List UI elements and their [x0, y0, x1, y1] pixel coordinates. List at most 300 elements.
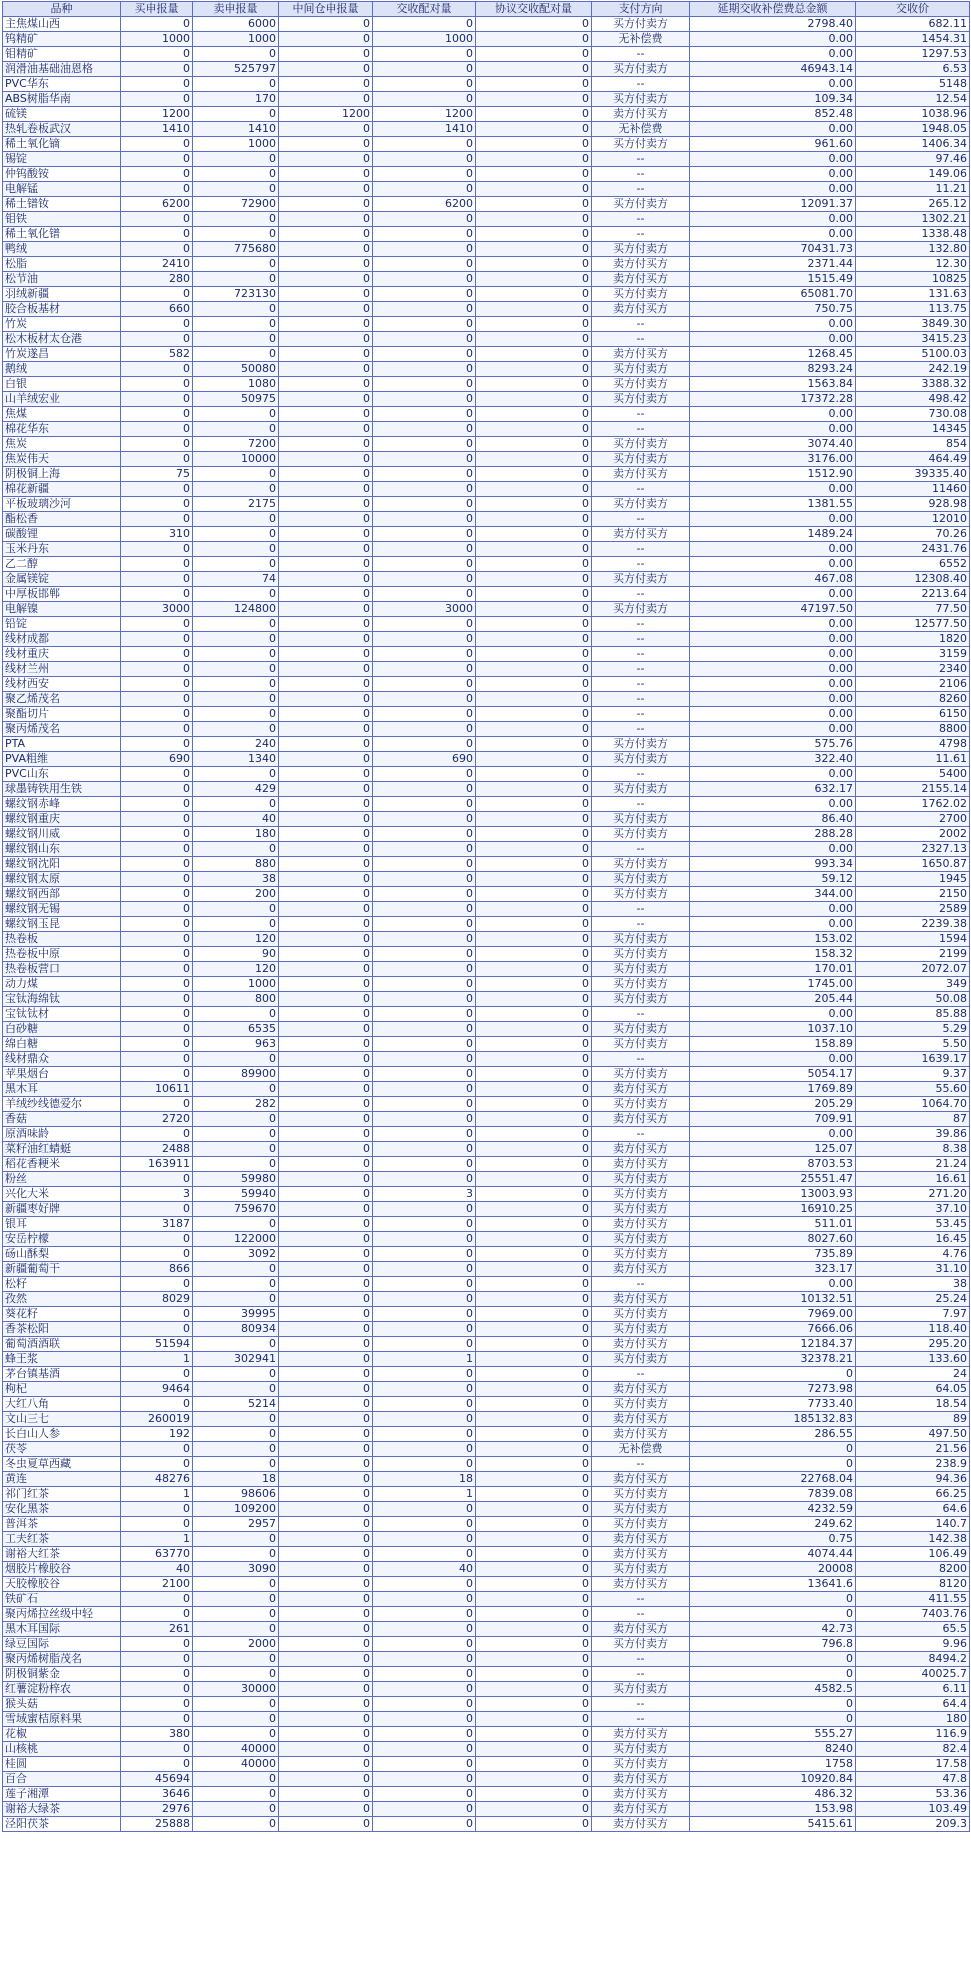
cell-intermediate-declared: 0 — [279, 527, 373, 542]
cell-intermediate-declared: 0 — [279, 152, 373, 167]
cell-buy-declared: 0 — [121, 1022, 193, 1037]
cell-agreement-matched: 0 — [476, 797, 592, 812]
cell-buy-declared: 0 — [121, 62, 193, 77]
cell-buy-declared: 0 — [121, 902, 193, 917]
table-row — [3, 947, 970, 962]
cell-deferred-fee-total: 852.48 — [690, 107, 856, 122]
cell-deferred-fee-total: 7969.00 — [690, 1307, 856, 1322]
table-row — [3, 602, 970, 617]
cell-intermediate-declared: 0 — [279, 902, 373, 917]
cell-sell-declared: 38 — [193, 872, 279, 887]
cell-variety: PVA粗维 — [3, 752, 121, 767]
cell-matched: 0 — [373, 842, 476, 857]
cell-intermediate-declared: 0 — [279, 1187, 373, 1202]
cell-delivery-price: 16.45 — [856, 1232, 970, 1247]
cell-matched: 0 — [373, 917, 476, 932]
cell-agreement-matched: 0 — [476, 707, 592, 722]
cell-delivery-price: 2150 — [856, 887, 970, 902]
cell-variety: 香菇 — [3, 1112, 121, 1127]
cell-sell-declared: 0 — [193, 1007, 279, 1022]
cell-variety: 祁门红茶 — [3, 1487, 121, 1502]
cell-agreement-matched: 0 — [476, 1037, 592, 1052]
cell-buy-declared: 0 — [121, 47, 193, 62]
cell-intermediate-declared: 0 — [279, 632, 373, 647]
cell-intermediate-declared: 0 — [279, 92, 373, 107]
cell-intermediate-declared: 0 — [279, 1682, 373, 1697]
cell-agreement-matched: 0 — [476, 257, 592, 272]
cell-payment-direction: -- — [592, 212, 690, 227]
cell-delivery-price: 2199 — [856, 947, 970, 962]
cell-deferred-fee-total: 170.01 — [690, 962, 856, 977]
cell-delivery-price: 5.50 — [856, 1037, 970, 1052]
table-row — [3, 587, 970, 602]
cell-variety: 电解锰 — [3, 182, 121, 197]
cell-agreement-matched: 0 — [476, 317, 592, 332]
cell-agreement-matched: 0 — [476, 962, 592, 977]
cell-sell-declared: 180 — [193, 827, 279, 842]
cell-variety: 鹅绒 — [3, 362, 121, 377]
cell-agreement-matched: 0 — [476, 1187, 592, 1202]
cell-matched: 0 — [373, 662, 476, 677]
cell-variety: 乙二醇 — [3, 557, 121, 572]
cell-agreement-matched: 0 — [476, 227, 592, 242]
cell-sell-declared: 963 — [193, 1037, 279, 1052]
cell-variety: 莲子湘潭 — [3, 1787, 121, 1802]
cell-sell-declared: 282 — [193, 1097, 279, 1112]
cell-payment-direction: 买方付卖方 — [592, 1097, 690, 1112]
cell-intermediate-declared: 0 — [279, 782, 373, 797]
cell-agreement-matched: 0 — [476, 242, 592, 257]
cell-agreement-matched: 0 — [476, 467, 592, 482]
cell-agreement-matched: 0 — [476, 1082, 592, 1097]
cell-sell-declared: 0 — [193, 77, 279, 92]
cell-agreement-matched: 0 — [476, 1202, 592, 1217]
table-row — [3, 1247, 970, 1262]
cell-deferred-fee-total: 125.07 — [690, 1142, 856, 1157]
cell-deferred-fee-total: 153.02 — [690, 932, 856, 947]
cell-agreement-matched: 0 — [476, 1397, 592, 1412]
table-row — [3, 482, 970, 497]
cell-variety: 黑木耳 — [3, 1082, 121, 1097]
table-row — [3, 902, 970, 917]
cell-payment-direction: 卖方付买方 — [592, 1727, 690, 1742]
table-row — [3, 917, 970, 932]
cell-delivery-price: 8.38 — [856, 1142, 970, 1157]
cell-variety: 葵花籽 — [3, 1307, 121, 1322]
cell-intermediate-declared: 0 — [279, 512, 373, 527]
cell-payment-direction: -- — [592, 1007, 690, 1022]
cell-sell-declared: 0 — [193, 1592, 279, 1607]
cell-agreement-matched: 0 — [476, 1067, 592, 1082]
cell-delivery-price: 730.08 — [856, 407, 970, 422]
cell-agreement-matched: 0 — [476, 992, 592, 1007]
cell-variety: 白砂糖 — [3, 1022, 121, 1037]
cell-payment-direction: 买方付卖方 — [592, 812, 690, 827]
table-row — [3, 377, 970, 392]
cell-matched: 0 — [373, 512, 476, 527]
cell-buy-declared: 0 — [121, 437, 193, 452]
cell-deferred-fee-total: 288.28 — [690, 827, 856, 842]
cell-payment-direction: 买方付卖方 — [592, 17, 690, 32]
cell-matched: 0 — [373, 1637, 476, 1652]
cell-payment-direction: 买方付卖方 — [592, 737, 690, 752]
cell-sell-declared: 0 — [193, 542, 279, 557]
cell-buy-declared: 0 — [121, 152, 193, 167]
cell-sell-declared: 880 — [193, 857, 279, 872]
cell-intermediate-declared: 0 — [279, 47, 373, 62]
cell-sell-declared: 59980 — [193, 1172, 279, 1187]
cell-matched: 0 — [373, 812, 476, 827]
cell-delivery-price: 411.55 — [856, 1592, 970, 1607]
cell-payment-direction: 买方付卖方 — [592, 92, 690, 107]
cell-sell-declared: 0 — [193, 617, 279, 632]
cell-variety: 螺纹钢赤峰 — [3, 797, 121, 812]
cell-buy-declared: 0 — [121, 632, 193, 647]
table-row — [3, 1232, 970, 1247]
cell-delivery-price: 1297.53 — [856, 47, 970, 62]
cell-deferred-fee-total: 5415.61 — [690, 1817, 856, 1832]
cell-matched: 0 — [373, 797, 476, 812]
cell-sell-declared: 5214 — [193, 1397, 279, 1412]
cell-variety: 螺纹钢无锡 — [3, 902, 121, 917]
cell-matched: 40 — [373, 1562, 476, 1577]
cell-delivery-price: 6.11 — [856, 1682, 970, 1697]
cell-delivery-price: 25.24 — [856, 1292, 970, 1307]
cell-payment-direction: -- — [592, 407, 690, 422]
cell-buy-declared: 0 — [121, 947, 193, 962]
cell-variety: 稀土氧化镝 — [3, 137, 121, 152]
cell-buy-declared: 0 — [121, 557, 193, 572]
cell-matched: 0 — [373, 767, 476, 782]
cell-variety: 烟胶片橡胶谷 — [3, 1562, 121, 1577]
cell-payment-direction: 买方付卖方 — [592, 752, 690, 767]
cell-delivery-price: 3415.23 — [856, 332, 970, 347]
table-row — [3, 1037, 970, 1052]
cell-delivery-price: 238.9 — [856, 1457, 970, 1472]
cell-sell-declared: 0 — [193, 767, 279, 782]
cell-payment-direction: -- — [592, 632, 690, 647]
cell-buy-declared: 1000 — [121, 32, 193, 47]
table-row — [3, 617, 970, 632]
cell-payment-direction: 卖方付买方 — [592, 1472, 690, 1487]
cell-delivery-price: 82.4 — [856, 1742, 970, 1757]
cell-delivery-price: 1338.48 — [856, 227, 970, 242]
cell-delivery-price: 12577.50 — [856, 617, 970, 632]
cell-buy-declared: 163911 — [121, 1157, 193, 1172]
cell-payment-direction: 买方付卖方 — [592, 962, 690, 977]
cell-intermediate-declared: 0 — [279, 197, 373, 212]
cell-matched: 18 — [373, 1472, 476, 1487]
cell-deferred-fee-total: 0.00 — [690, 707, 856, 722]
cell-payment-direction: 买方付卖方 — [592, 1682, 690, 1697]
cell-matched: 0 — [373, 1532, 476, 1547]
cell-payment-direction: -- — [592, 692, 690, 707]
cell-sell-declared: 0 — [193, 212, 279, 227]
cell-agreement-matched: 0 — [476, 1577, 592, 1592]
table-row — [3, 1562, 970, 1577]
cell-variety: 酯松香 — [3, 512, 121, 527]
cell-payment-direction: 卖方付买方 — [592, 302, 690, 317]
cell-buy-declared: 3187 — [121, 1217, 193, 1232]
cell-intermediate-declared: 0 — [279, 602, 373, 617]
cell-agreement-matched: 0 — [476, 1307, 592, 1322]
table-row — [3, 62, 970, 77]
cell-intermediate-declared: 0 — [279, 1562, 373, 1577]
cell-delivery-price: 6.53 — [856, 62, 970, 77]
table-row — [3, 1682, 970, 1697]
cell-sell-declared: 0 — [193, 1427, 279, 1442]
cell-variety: 聚酯切片 — [3, 707, 121, 722]
cell-buy-declared: 866 — [121, 1262, 193, 1277]
cell-payment-direction: -- — [592, 227, 690, 242]
cell-delivery-price: 11460 — [856, 482, 970, 497]
cell-deferred-fee-total: 7666.06 — [690, 1322, 856, 1337]
cell-intermediate-declared: 0 — [279, 1637, 373, 1652]
cell-sell-declared: 0 — [193, 707, 279, 722]
cell-intermediate-declared: 0 — [279, 392, 373, 407]
cell-delivery-price: 1302.21 — [856, 212, 970, 227]
cell-sell-declared: 0 — [193, 1772, 279, 1787]
table-row — [3, 692, 970, 707]
cell-payment-direction: 买方付卖方 — [592, 1067, 690, 1082]
cell-buy-declared: 0 — [121, 422, 193, 437]
cell-sell-declared: 120 — [193, 932, 279, 947]
cell-payment-direction: -- — [592, 1457, 690, 1472]
table-row — [3, 1487, 970, 1502]
header-variety: 品种 — [3, 2, 121, 17]
cell-sell-declared: 40000 — [193, 1742, 279, 1757]
cell-deferred-fee-total: 0.00 — [690, 47, 856, 62]
cell-intermediate-declared: 0 — [279, 917, 373, 932]
cell-buy-declared: 0 — [121, 857, 193, 872]
cell-matched: 0 — [373, 1397, 476, 1412]
table-row — [3, 1517, 970, 1532]
cell-delivery-price: 47.8 — [856, 1772, 970, 1787]
cell-delivery-price: 928.98 — [856, 497, 970, 512]
cell-payment-direction: -- — [592, 677, 690, 692]
cell-variety: 雪域蜜桔原料果 — [3, 1712, 121, 1727]
cell-intermediate-declared: 0 — [279, 227, 373, 242]
cell-agreement-matched: 0 — [476, 62, 592, 77]
cell-intermediate-declared: 0 — [279, 242, 373, 257]
cell-agreement-matched: 0 — [476, 452, 592, 467]
cell-agreement-matched: 0 — [476, 557, 592, 572]
cell-agreement-matched: 0 — [476, 1652, 592, 1667]
cell-sell-declared: 90 — [193, 947, 279, 962]
cell-deferred-fee-total: 511.01 — [690, 1217, 856, 1232]
cell-delivery-price: 498.42 — [856, 392, 970, 407]
cell-variety: ABS树脂华南 — [3, 92, 121, 107]
cell-intermediate-declared: 0 — [279, 1457, 373, 1472]
cell-sell-declared: 200 — [193, 887, 279, 902]
cell-intermediate-declared: 0 — [279, 1817, 373, 1832]
cell-delivery-price: 116.9 — [856, 1727, 970, 1742]
cell-intermediate-declared: 0 — [279, 752, 373, 767]
cell-variety: 电解镍 — [3, 602, 121, 617]
table-row — [3, 1157, 970, 1172]
cell-deferred-fee-total: 961.60 — [690, 137, 856, 152]
cell-deferred-fee-total: 0.00 — [690, 677, 856, 692]
cell-matched: 0 — [373, 572, 476, 587]
cell-deferred-fee-total: 1745.00 — [690, 977, 856, 992]
cell-agreement-matched: 0 — [476, 1802, 592, 1817]
cell-buy-declared: 1200 — [121, 107, 193, 122]
cell-buy-declared: 310 — [121, 527, 193, 542]
cell-sell-declared: 0 — [193, 107, 279, 122]
cell-deferred-fee-total: 1769.89 — [690, 1082, 856, 1097]
cell-buy-declared: 75 — [121, 467, 193, 482]
cell-sell-declared: 0 — [193, 227, 279, 242]
cell-buy-declared: 0 — [121, 992, 193, 1007]
cell-variety: 竹炭 — [3, 317, 121, 332]
table-row — [3, 512, 970, 527]
cell-agreement-matched: 0 — [476, 212, 592, 227]
cell-buy-declared: 0 — [121, 782, 193, 797]
cell-intermediate-declared: 0 — [279, 1172, 373, 1187]
cell-variety: 聚丙烯拉丝级中轻 — [3, 1607, 121, 1622]
cell-delivery-price: 131.63 — [856, 287, 970, 302]
table-row — [3, 1172, 970, 1187]
cell-matched: 0 — [373, 932, 476, 947]
cell-matched: 0 — [373, 722, 476, 737]
cell-sell-declared: 0 — [193, 1457, 279, 1472]
cell-matched: 0 — [373, 1772, 476, 1787]
cell-delivery-price: 89 — [856, 1412, 970, 1427]
cell-sell-declared: 0 — [193, 677, 279, 692]
cell-matched: 1 — [373, 1487, 476, 1502]
table-row — [3, 392, 970, 407]
cell-sell-declared: 6535 — [193, 1022, 279, 1037]
cell-sell-declared: 30000 — [193, 1682, 279, 1697]
table-row — [3, 437, 970, 452]
header-agreement-matched: 协议交收配对量 — [476, 2, 592, 17]
cell-buy-declared: 0 — [121, 707, 193, 722]
cell-variety: 钼铁 — [3, 212, 121, 227]
cell-variety: 热卷板 — [3, 932, 121, 947]
cell-matched: 0 — [373, 887, 476, 902]
cell-sell-declared: 0 — [193, 647, 279, 662]
cell-delivery-price: 132.80 — [856, 242, 970, 257]
cell-payment-direction: 买方付卖方 — [592, 1637, 690, 1652]
cell-sell-declared: 39995 — [193, 1307, 279, 1322]
cell-variety: 枸杞 — [3, 1382, 121, 1397]
cell-intermediate-declared: 0 — [279, 272, 373, 287]
cell-sell-declared: 1000 — [193, 977, 279, 992]
cell-agreement-matched: 0 — [476, 347, 592, 362]
cell-intermediate-declared: 0 — [279, 77, 373, 92]
cell-deferred-fee-total: 709.91 — [690, 1112, 856, 1127]
cell-matched: 0 — [373, 452, 476, 467]
cell-delivery-price: 24 — [856, 1367, 970, 1382]
cell-intermediate-declared: 0 — [279, 347, 373, 362]
cell-matched: 0 — [373, 1382, 476, 1397]
cell-intermediate-declared: 0 — [279, 872, 373, 887]
cell-deferred-fee-total: 7273.98 — [690, 1382, 856, 1397]
cell-delivery-price: 17.58 — [856, 1757, 970, 1772]
cell-variety: 黄连 — [3, 1472, 121, 1487]
cell-payment-direction: 买方付卖方 — [592, 1517, 690, 1532]
cell-buy-declared: 0 — [121, 962, 193, 977]
cell-agreement-matched: 0 — [476, 947, 592, 962]
cell-agreement-matched: 0 — [476, 1592, 592, 1607]
cell-payment-direction: -- — [592, 512, 690, 527]
cell-matched: 0 — [373, 1667, 476, 1682]
cell-matched: 0 — [373, 1217, 476, 1232]
cell-intermediate-declared: 0 — [279, 572, 373, 587]
cell-intermediate-declared: 1200 — [279, 107, 373, 122]
table-row — [3, 1052, 970, 1067]
cell-variety: 线材鼎众 — [3, 1052, 121, 1067]
cell-agreement-matched: 0 — [476, 107, 592, 122]
cell-matched: 0 — [373, 257, 476, 272]
cell-matched: 0 — [373, 482, 476, 497]
cell-deferred-fee-total: 0.00 — [690, 317, 856, 332]
cell-intermediate-declared: 0 — [279, 1277, 373, 1292]
cell-intermediate-declared: 0 — [279, 677, 373, 692]
cell-payment-direction: -- — [592, 557, 690, 572]
cell-intermediate-declared: 0 — [279, 1742, 373, 1757]
cell-variety: 粉丝 — [3, 1172, 121, 1187]
cell-matched: 0 — [373, 527, 476, 542]
cell-deferred-fee-total: 0.00 — [690, 542, 856, 557]
cell-sell-declared: 0 — [193, 1157, 279, 1172]
cell-agreement-matched: 0 — [476, 1157, 592, 1172]
cell-variety: 原酒味龄 — [3, 1127, 121, 1142]
cell-agreement-matched: 0 — [476, 1367, 592, 1382]
cell-payment-direction: 卖方付买方 — [592, 1292, 690, 1307]
cell-deferred-fee-total: 0.00 — [690, 182, 856, 197]
cell-payment-direction: 买方付卖方 — [592, 197, 690, 212]
cell-variety: 羽绒新疆 — [3, 287, 121, 302]
cell-sell-declared: 0 — [193, 1367, 279, 1382]
table-row — [3, 1397, 970, 1412]
cell-sell-declared: 0 — [193, 272, 279, 287]
cell-deferred-fee-total: 0.00 — [690, 212, 856, 227]
table-row — [3, 407, 970, 422]
cell-payment-direction: -- — [592, 77, 690, 92]
table-row — [3, 1217, 970, 1232]
cell-deferred-fee-total: 185132.83 — [690, 1412, 856, 1427]
cell-variety: 线材兰州 — [3, 662, 121, 677]
cell-buy-declared: 0 — [121, 1307, 193, 1322]
table-row — [3, 152, 970, 167]
table-row — [3, 92, 970, 107]
header-intermediate-declared: 中间仓申报量 — [279, 2, 373, 17]
cell-agreement-matched: 0 — [476, 332, 592, 347]
cell-matched: 0 — [373, 1712, 476, 1727]
cell-payment-direction: -- — [592, 1052, 690, 1067]
cell-deferred-fee-total: 0 — [690, 1712, 856, 1727]
cell-buy-declared: 0 — [121, 1367, 193, 1382]
cell-buy-declared: 0 — [121, 452, 193, 467]
table-row — [3, 1382, 970, 1397]
table-row — [3, 557, 970, 572]
table-row — [3, 1292, 970, 1307]
table-row — [3, 662, 970, 677]
cell-buy-declared: 660 — [121, 302, 193, 317]
cell-agreement-matched: 0 — [476, 302, 592, 317]
cell-matched: 0 — [373, 182, 476, 197]
cell-payment-direction: -- — [592, 587, 690, 602]
table-row — [3, 722, 970, 737]
table-row — [3, 1772, 970, 1787]
cell-buy-declared: 0 — [121, 1397, 193, 1412]
cell-delivery-price: 2239.38 — [856, 917, 970, 932]
cell-delivery-price: 8260 — [856, 692, 970, 707]
cell-payment-direction: 买方付卖方 — [592, 1742, 690, 1757]
cell-variety: 银耳 — [3, 1217, 121, 1232]
cell-matched: 1410 — [373, 122, 476, 137]
